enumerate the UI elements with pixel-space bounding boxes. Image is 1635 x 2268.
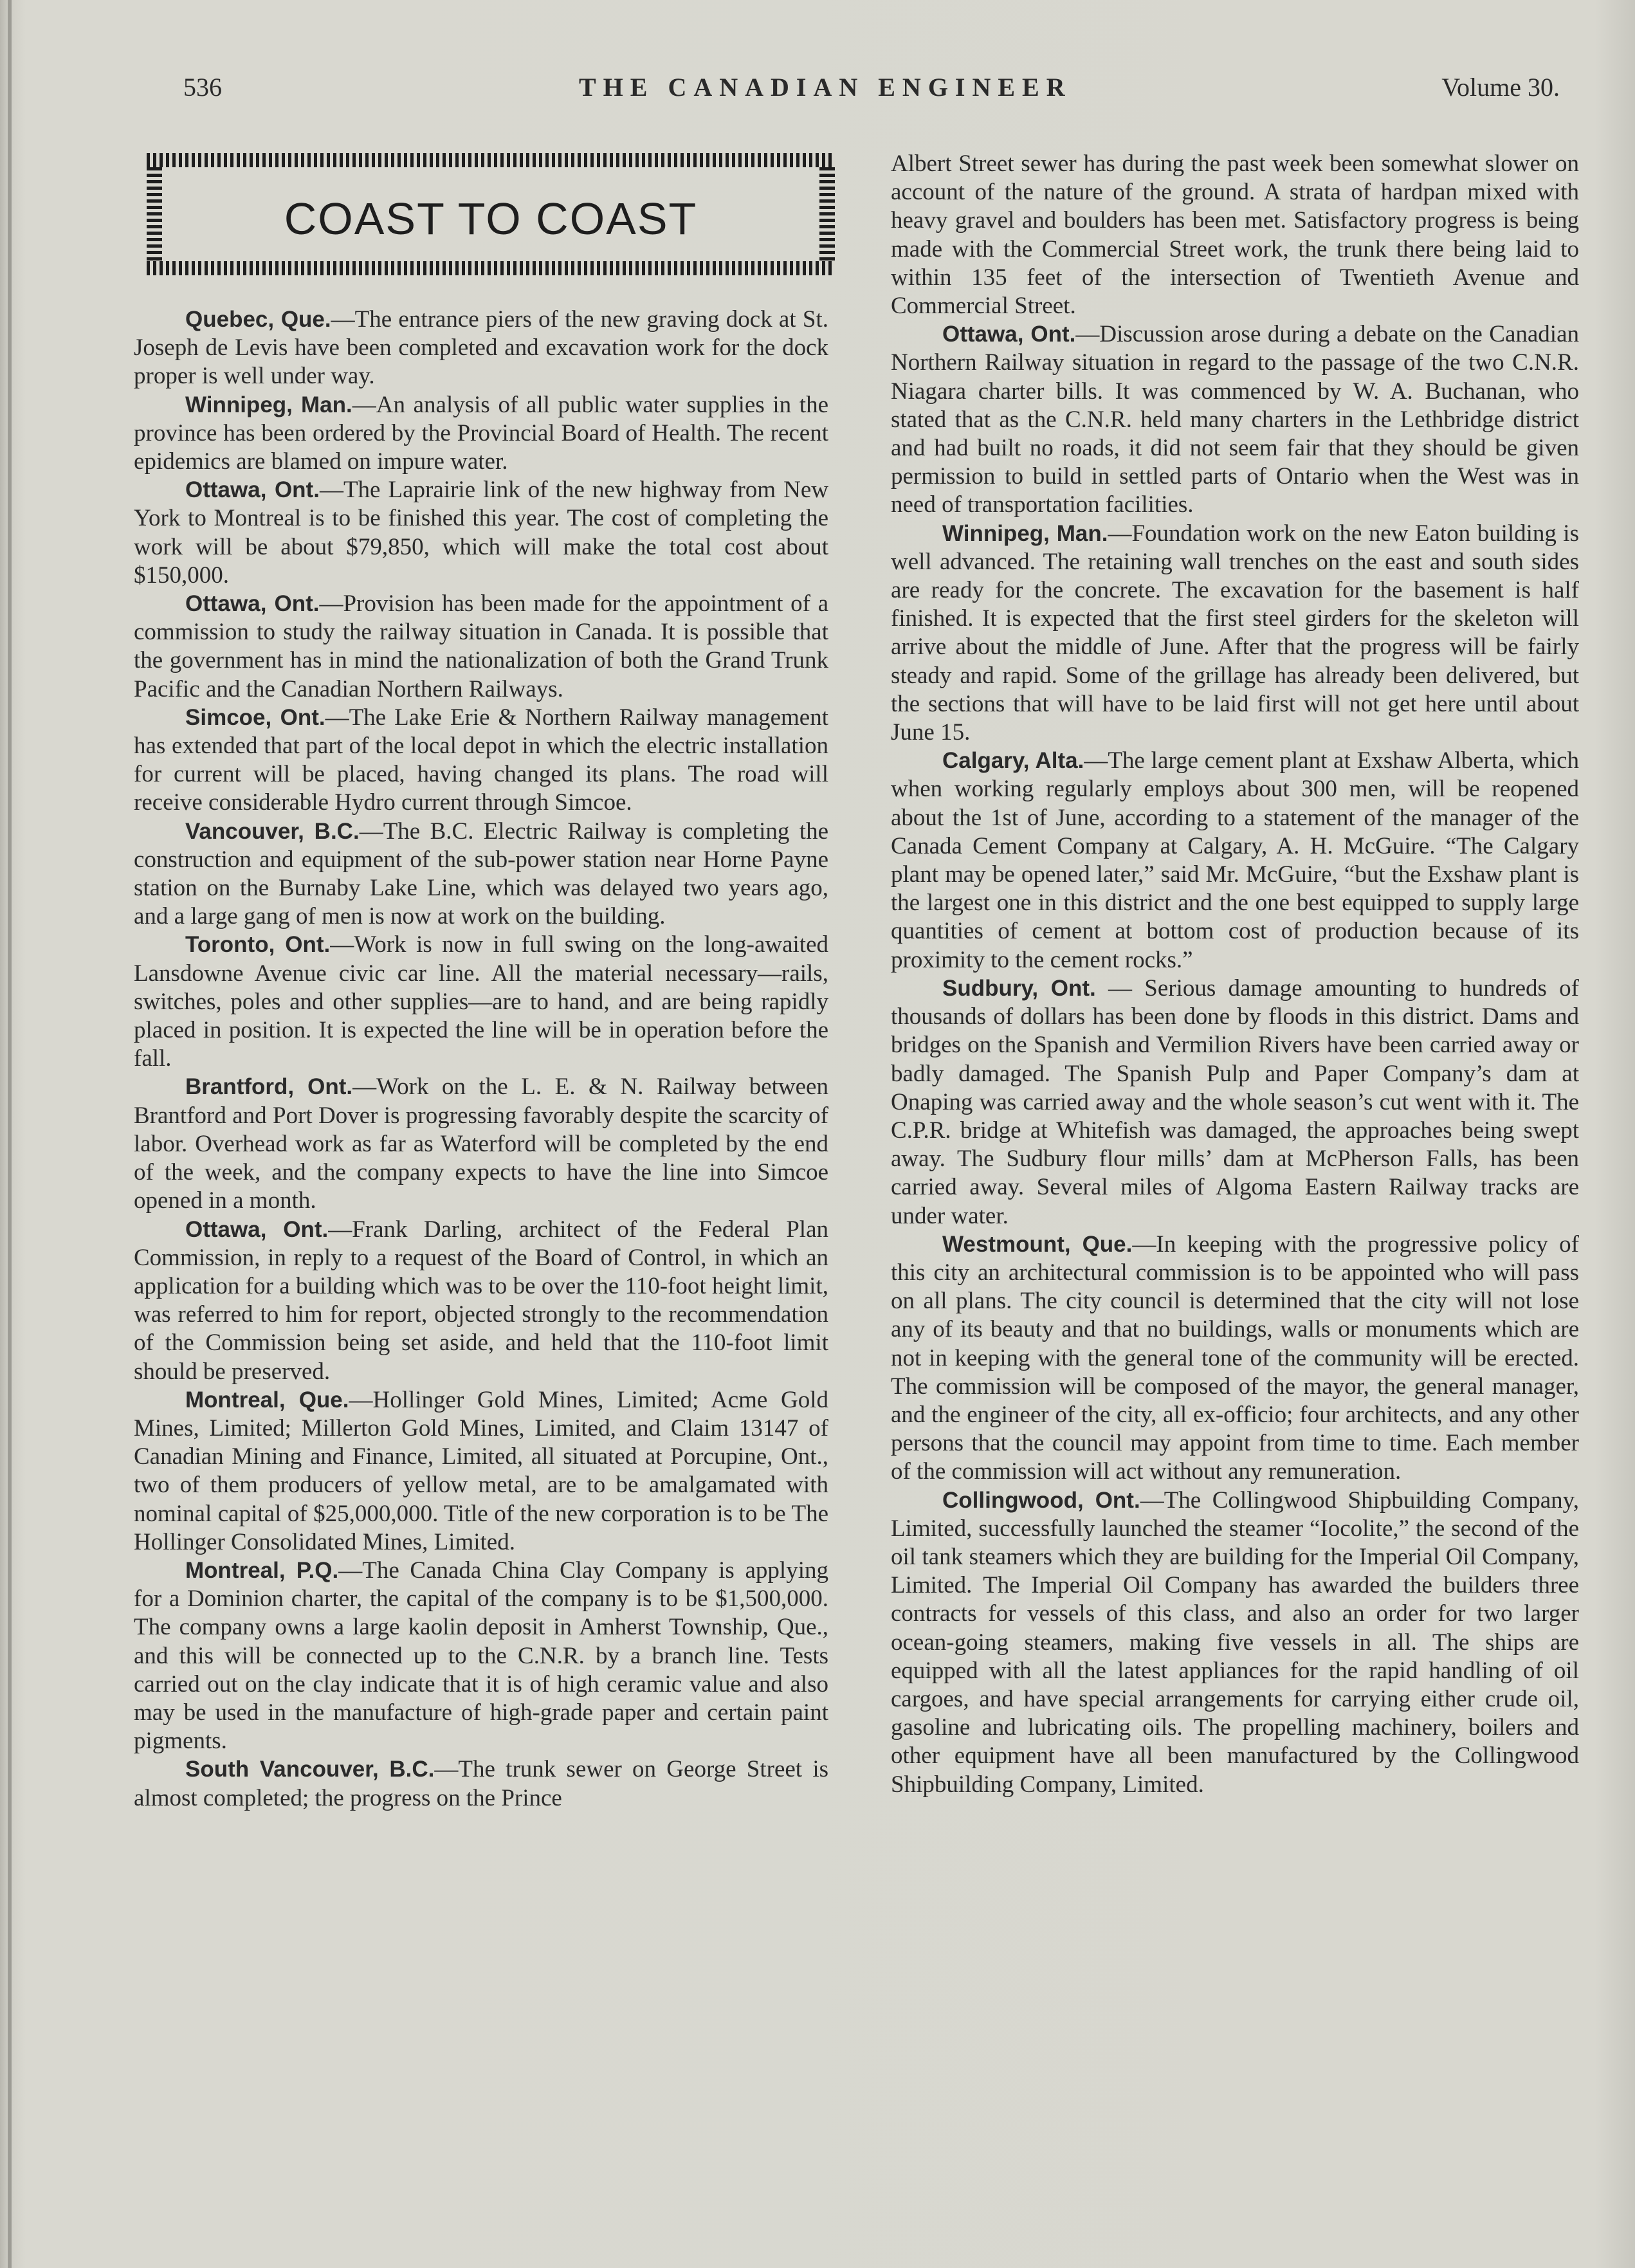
- news-item: [134, 1557, 828, 1755]
- news-place: South Vancouver, B.C.: [185, 1757, 435, 1782]
- news-text: —Hollinger Gold Mines, Limited; Acme Gold Mines, Limited; Millerton Gold Mines, Limited, and Claim 13147 of Canadian Mining and Finance, Limited, all situated at Porcupine, Ont., two of them producers of yellow metal, are to be amalgamated with nominal capital of $25,000,000. Title of the new corporation is to be The Hollinger Consolidated Mines, Limited.: [134, 1386, 828, 1555]
- news-item: [134, 391, 828, 477]
- news-text: —The Canada China Clay Company is applying for a Dominion charter, the capital of the company is to be $1,500,000. The company owns a large kaolin deposit in Amherst Township, Que., and this will be connected up to the C.N.R. by a branch line. Tests carried out on the clay indicate that it is of high ceramic value and also may be used in the manufacture of high-grade paper and certain paint pigments.: [134, 1557, 828, 1755]
- news-place: Montreal, P.Q.: [185, 1557, 339, 1583]
- news-item: [134, 931, 828, 1073]
- news-text: —The Collingwood Shipbuilding Company, Limited, successfully launched the steamer “Iocolite,” the second of the oil tank steamers which they are building for the Imperial Oil Company, Limited. The Imperial Oil Company has awarded the builders three contracts for vessels of this class, and also an order for two larger ocean-going steamers, making five vessels in all. The ships are equipped with all the latest appliances for the rapid handling of oil cargoes, and have special arrangements for carrying either crude oil, gasoline and lubricating oils. The propelling machinery, boilers and other equipment have all been manufactured by the Collingwood Shipbuilding Company, Limited.: [891, 1486, 1580, 1798]
- news-place: Toronto, Ont.: [185, 932, 331, 958]
- news-item: [134, 1073, 828, 1215]
- news-item: [891, 974, 1579, 1230]
- news-text: Albert Street sewer has during the past week been somewhat slower on account of the nature of the ground. A strata of hardpan mixed with heavy gravel and boulders has been met. Satisfactory progress is being made with the Commercial Street work, the trunk there being laid to within 135 feet of the intersection of Twentieth Avenue and Commercial Street.: [891, 151, 1579, 320]
- news-place: Ottawa, Ont.: [185, 477, 320, 503]
- news-text: —In keeping with the progressive policy of this city an architectural commission is to be appointed who will pass on all plans. The city council is determined that the city will not lose any of its beauty and that no buildings, walls or monuments which are not in keeping with the general tone of the community will be erected. The commission will be composed of the mayor, the general manager, and the engineer of the city, all ex-officio; four architects, and any other persons that the council may appoint from time to time. Each member of the commission will act without any remuneration.: [891, 1230, 1579, 1485]
- news-item: [891, 320, 1579, 519]
- news-text: —Foundation work on the new Eaton building is well advanced. The retaining wall trenches on the east and south sides are ready for the concrete. The excavation for the basement is half finished. It is expected that the first steel girders for the skeleton will arrive about the middle of June. After that the progress will be fairly steady and rapid. Some of the grillage has already been delivered, but the sections that will have to be laid first will not get here until about June 15.: [891, 520, 1579, 746]
- left-column: [134, 306, 828, 1813]
- news-text: —The large cement plant at Exshaw Alberta, which when working regularly employs about 300 men, will be reopened about the 1st of June, according to a statement of the manager of the Canada Cement Company at Calgary, A. H. McGuire. “The Calgary plant may be opened later,” said Mr. McGuire, “but the Exshaw plant is the largest one in this district and the one best equipped to supply large quantities of cement at bottom cost of production because of its proximity to the cement rocks.”: [891, 747, 1580, 973]
- news-item: [134, 704, 828, 818]
- news-text: —The Laprairie link of the new highway from New York to Montreal is to be finished this year. The cost of completing the work will be about $79,850, which will make the total cost about $150,000.: [134, 477, 828, 589]
- news-text: —Work is now in full swing on the long-awaited Lansdowne Avenue civic car line. All the material necessary—rails, switches, poles and other supplies—are to hand, and are being rapidly placed in position. It is expected the line will be in operation before the fall.: [134, 931, 828, 1072]
- news-item: [134, 1386, 828, 1557]
- news-text: —Work on the L. E. & N. Railway between Brantford and Port Dover is progressing favorably despite the scarcity of labor. Overhead work as far as Waterford will be completed by the end of the week, and the company expects to have the line into Simcoe opened in a month.: [134, 1074, 828, 1214]
- page-header: [183, 72, 1560, 111]
- news-item: [891, 520, 1579, 747]
- news-text: —The Lake Erie & Northern Railway management has extended that part of the local depot in which the electric installation for current will be placed, having changed its plans. The road will receive considerable Hydro current through Simcoe.: [134, 704, 828, 816]
- news-place: Montreal, Que.: [185, 1387, 349, 1413]
- news-place: Ottawa, Ont.: [185, 1216, 329, 1242]
- banner-border-top: [147, 153, 835, 167]
- news-item: [891, 150, 1579, 320]
- news-text: —The trunk sewer on George Street is almost completed; the progress on the Prince: [134, 1756, 828, 1811]
- news-item: [134, 306, 828, 391]
- news-text: —An analysis of all public water supplies in the province has been ordered by the Provincial Board of Health. The recent epidemics are blamed on impure water.: [134, 391, 828, 475]
- news-place: Winnipeg, Man.: [185, 392, 352, 417]
- news-item: [891, 1486, 1579, 1799]
- news-item: [134, 818, 828, 931]
- volume-label: Volume 30.: [1441, 73, 1560, 102]
- news-text: —Frank Darling, architect of the Federal Plan Commission, in reply to a request of the Board of Control, in which an application for a building which was to be over the 110-foot height limit, was referred to him for report, objected strongly to the recommendation of the Commission being set aside, and held that the 110-foot limit should be preserved.: [134, 1216, 828, 1385]
- news-place: Sudbury, Ont.: [942, 975, 1096, 1001]
- binding-gutter: [8, 0, 12, 2268]
- news-item: [891, 1230, 1579, 1486]
- news-item: [134, 1755, 828, 1812]
- page-number: 536: [183, 73, 222, 102]
- journal-title: THE CANADIAN ENGINEER: [579, 73, 1072, 102]
- news-place: Ottawa, Ont.: [185, 591, 320, 617]
- news-text: —Discussion arose during a debate on the Canadian Northern Railway situation in regard to the passage of the two C.N.R. Niagara charter bills. It was commenced by W. A. Buchanan, who stated that as the C.N.R. held many charters in the Lethbridge district and had built no roads, it did not seem fair that they should be given permission to build in settled parts of Ontario when the West was in need of transportation facilities.: [891, 321, 1579, 518]
- section-title: COAST TO COAST: [284, 194, 698, 244]
- news-text: —The entrance piers of the new graving dock at St. Joseph de Levis have been completed and excavation work for the dock proper is well under way.: [134, 306, 828, 390]
- news-text: —Provision has been made for the appointment of a commission to study the railway situation in Canada. It is possible that the government has in mind the nationalization of both the Grand Trunk Pacific and the Canadian Northern Railways.: [134, 590, 829, 702]
- news-place: Calgary, Alta.: [942, 748, 1084, 774]
- news-place: Simcoe, Ont.: [185, 704, 325, 730]
- news-item: [891, 747, 1579, 974]
- news-place: Winnipeg, Man.: [942, 520, 1108, 546]
- news-place: Brantford, Ont.: [185, 1074, 353, 1100]
- news-item: [134, 476, 828, 590]
- right-column: [891, 150, 1579, 1799]
- news-place: Collingwood, Ont.: [942, 1487, 1140, 1513]
- news-text: — Serious damage amounting to hundreds of thousands of dollars has been done by floods in this district. Dams and bridges on the Spanish and Vermilion Rivers have been carried away or badly damaged. The Spanish Pulp and Paper Company’s dam at Onaping was carried away and the whole season’s cut went with it. The C.P.R. bridge at Whitefish was damaged, the approaches being swept away. The Sudbury flour mills’ dam at McPherson Falls, has been carried away. Several miles of Algoma Eastern Railway tracks are under water.: [891, 974, 1579, 1229]
- news-item: [134, 590, 828, 704]
- banner-border-bottom: [147, 261, 835, 275]
- section-banner: [147, 153, 835, 275]
- news-place: Ottawa, Ont.: [942, 322, 1076, 347]
- news-place: Westmount, Que.: [942, 1231, 1133, 1257]
- news-item: [134, 1216, 828, 1386]
- news-place: Vancouver, B.C.: [185, 818, 360, 844]
- news-text: —The B.C. Electric Railway is completing the construction and equipment of the sub-power station near Horne Payne station on the Burnaby Lake Line, which was delayed two years ago, and a large gang of men is now at work on the building.: [134, 818, 828, 930]
- news-place: Quebec, Que.: [185, 307, 331, 332]
